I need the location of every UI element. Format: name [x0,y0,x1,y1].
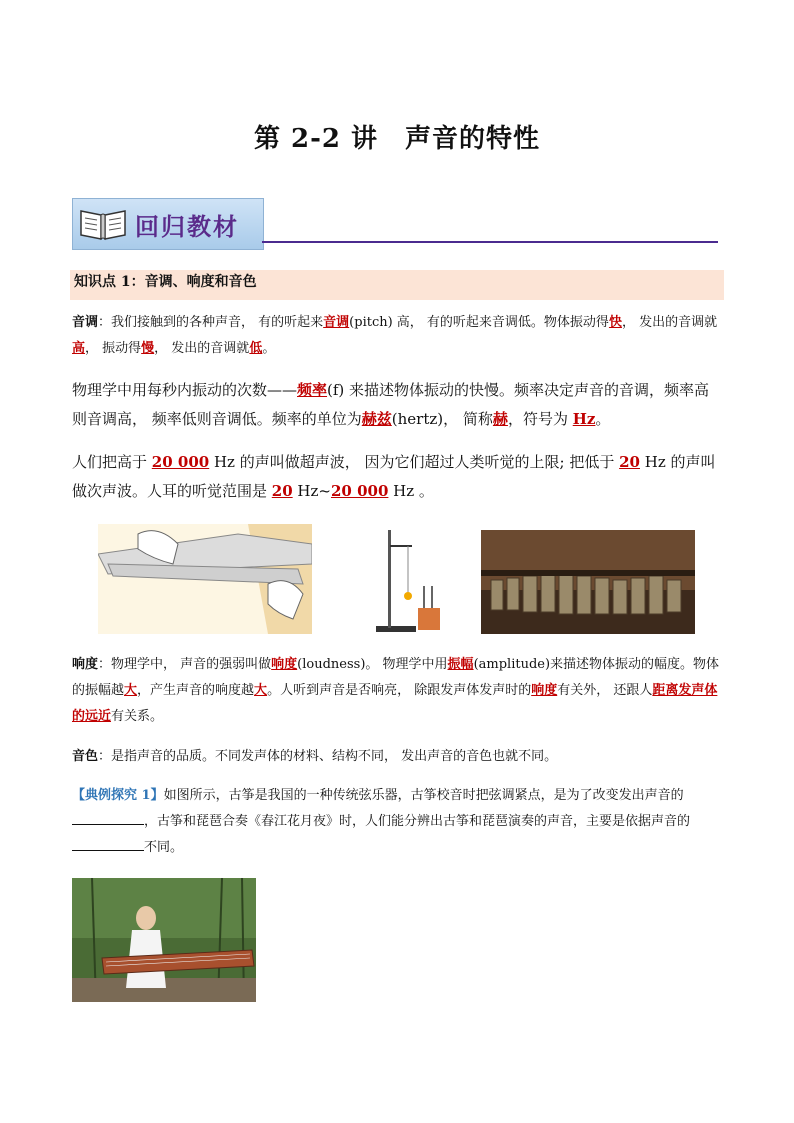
text: Hz~ [292,482,331,500]
tuning-fork-illustration [372,526,442,636]
text: 人们把高于 [72,453,152,471]
frequency-paragraph [72,376,722,434]
text: (loudness)。 物理学中用 [297,657,448,672]
key-term: 距离发声体的远近 [72,683,718,724]
section-banner [72,198,264,250]
key-term: 20 [619,453,640,471]
answer-blank-2[interactable] [72,836,144,851]
key-term: 低 [249,341,263,356]
text: ，符号为 [507,410,573,428]
text: 。人听到声音是否响亮， 除跟发声体发声时的 [267,683,532,698]
text: ， 振动得 [85,341,142,356]
text: ：物理学中， 声音的强弱叫做 [98,657,272,672]
text: 。 [262,341,276,356]
text: (f) 来描述物体振动的快慢。频率决定声音的音调，频率高则音调高， 频率低则音调低。频率的单位为 [72,381,710,428]
ruler-vibration-illustration [98,524,312,634]
text: Hz 的声叫做次声波。人耳的听觉范围是 [72,453,716,500]
hearing-range-paragraph [72,448,722,506]
key-term: 赫兹 [361,410,392,428]
text: (pitch) 高， 有的听起来音调低。物体振动得 [349,315,609,330]
key-term: 快 [608,315,622,330]
pitch-label: 音调 [72,315,99,330]
answer-blank-1[interactable] [72,810,144,825]
example-paragraph [72,783,722,861]
timbre-label: 音色 [72,749,99,764]
key-term: 20 [271,482,293,500]
key-term: 响度 [531,683,558,698]
guzheng-player-photo [72,878,256,1002]
open-book-icon [77,203,129,243]
text: Hz 。 [388,482,434,500]
text: 不同。 [144,840,184,855]
text: ，产生声音的响度越 [137,683,255,698]
key-term: 音调 [323,315,350,330]
text: 有关外， 还跟人 [557,683,653,698]
key-term: 20 000 [151,453,210,471]
key-term: 慢 [141,341,155,356]
key-term: 频率 [297,381,328,399]
text: Hz 的声叫做超声波， 因为它们超过人类听觉的上限; 把低于 [209,453,620,471]
key-term: 赫 [492,410,508,428]
timbre-paragraph [72,744,722,770]
text: ：我们接触到的各种声音， 有的听起来 [98,315,324,330]
loudness-paragraph [72,652,722,730]
key-term: 20 000 [330,482,389,500]
pitch-paragraph [72,310,722,362]
banner-underline [262,241,718,243]
key-term: 振幅 [447,657,474,672]
page-title: 第 2-2 讲 声音的特性 [253,124,541,154]
key-term: 响度 [271,657,298,672]
text: (hertz)， 简称 [391,410,493,428]
knowledge-point-heading: 知识点 1：音调、响度和音色 [70,270,724,300]
text: 有关系。 [111,709,164,724]
text: 。 [595,410,611,428]
text: (amplitude)来描述物体振动的幅度。物体的振幅越 [72,657,720,698]
text: ， 发出的音调就 [154,341,250,356]
key-term: 高 [72,341,86,356]
text: ， 发出的音调就 [621,315,718,330]
text: ，古筝和琵琶合奏《春江花月夜》时，人们能分辨出古筝和琵琶演奏的声音，主要是依据声音的 [144,814,691,829]
key-term: 大 [254,683,268,698]
banner-title: 回归教材 [135,213,239,241]
key-term: Hz [572,410,596,428]
example-tag: 【典例探究 1】 [72,788,164,803]
text: 如图所示，古筝是我国的一种传统弦乐器，古筝校音时把弦调紧点，是为了改变发出声音的 [163,788,684,803]
text: 物理学中用每秒内振动的次数—— [72,381,298,399]
loudness-label: 响度 [72,657,99,672]
chime-bells-photo [481,530,695,634]
key-term: 大 [124,683,138,698]
text: ：是指声音的品质。不同发声体的材料、结构不同， 发出声音的音色也就不同。 [98,749,558,764]
